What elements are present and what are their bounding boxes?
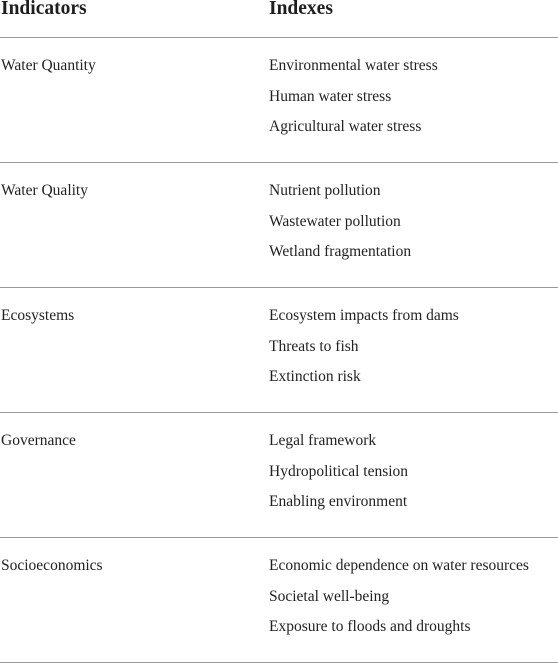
index-item: Enabling environment xyxy=(269,493,408,510)
indicator-cell: Water Quantity xyxy=(1,57,96,74)
index-list xyxy=(269,56,438,148)
index-item: Economic dependence on water resources xyxy=(269,557,529,574)
indicator-cell: Ecosystems xyxy=(1,307,75,324)
index-list xyxy=(269,306,459,398)
table-row-group xyxy=(0,413,558,538)
index-item: Societal well-being xyxy=(269,587,390,605)
index-list xyxy=(269,556,529,648)
indicator-cell: Socioeconomics xyxy=(1,557,103,574)
index-item: Exposure to floods and droughts xyxy=(269,618,471,635)
index-list xyxy=(269,181,411,273)
index-item: Wastewater pollution xyxy=(269,212,401,230)
index-item: Legal framework xyxy=(269,432,377,449)
index-item: Threats to fish xyxy=(269,337,359,355)
table-row-group xyxy=(0,38,558,163)
table-row-group xyxy=(0,538,558,663)
table-header xyxy=(0,0,558,38)
table-row-group xyxy=(0,288,558,413)
index-item: Extinction risk xyxy=(269,368,361,385)
index-item: Hydropolitical tension xyxy=(269,462,409,480)
column-header-indexes: Indexes xyxy=(269,0,333,19)
index-item: Nutrient pollution xyxy=(269,182,381,199)
index-item: Wetland fragmentation xyxy=(269,243,412,260)
indicator-cell: Water Quality xyxy=(1,182,88,199)
index-list xyxy=(269,431,408,523)
indicator-cell: Governance xyxy=(1,432,76,449)
index-item: Environmental water stress xyxy=(269,57,438,74)
table-row-group xyxy=(0,163,558,288)
index-item: Agricultural water stress xyxy=(269,118,422,135)
index-item: Human water stress xyxy=(269,87,392,105)
index-item: Ecosystem impacts from dams xyxy=(269,307,459,324)
column-header-indicators: Indicators xyxy=(1,0,87,19)
